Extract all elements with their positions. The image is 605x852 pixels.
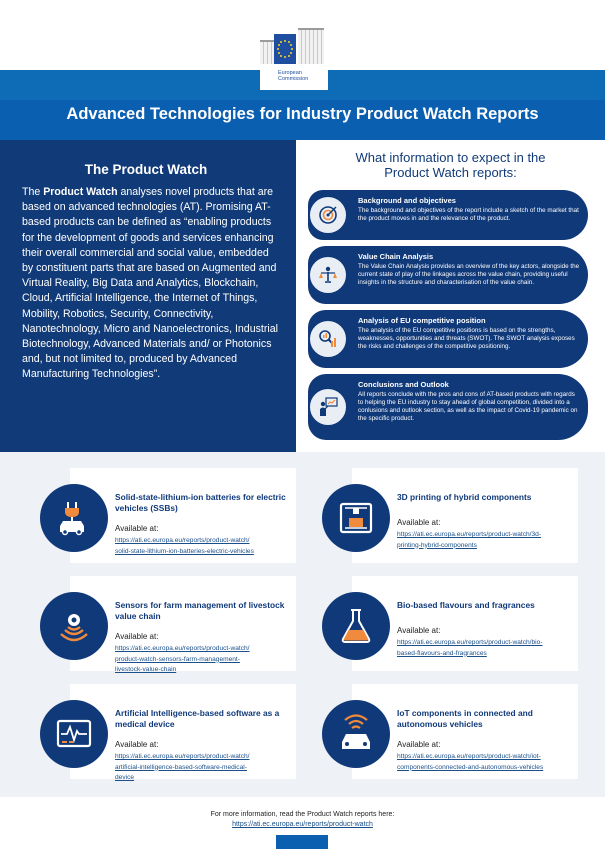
available-label: Available at: [115, 632, 159, 641]
intro-text-rest: analyses novel products that are based on advanced technologies (AT). Promising AT-based products can be defined as “enabling products for the development of goods and services enhancing their overall commercial and social value, embedded by constituent parts that are based on Augmented and Virtual Reality, Big Data and Analytics, Blockchain, Cloud, Artificial Intelligence, the Internet of Things, Mobility, Robotics, Security, Connectivity, Nanotechnology, Micro and Nanoelectronics, Industrial Biotechnology, Advanced Materials and/ or Photonics and, but not limited to, produced by Advanced Manufacturing Technologies”. [22, 186, 278, 381]
intro-text-bold: Product Watch [43, 186, 118, 198]
expect-card-background [308, 190, 588, 240]
report-link-line[interactable]: solid-state-lithium-ion-batteries-electric-vehicles [115, 547, 254, 555]
report-title: Sensors for farm management of livestock value chain [115, 600, 285, 621]
expect-card-title: Conclusions and Outlook [358, 380, 449, 389]
presenter-icon [308, 387, 348, 427]
target-icon [308, 195, 348, 235]
report-link-line[interactable]: based-flavours-and-fragrances [397, 649, 487, 657]
available-label: Available at: [397, 518, 441, 527]
expect-card-title: Background and objectives [358, 196, 456, 205]
expect-heading-line2: Product Watch reports: [384, 165, 517, 180]
report-title: IoT components in connected and autonomous vehicles [397, 708, 533, 729]
report-link[interactable] [397, 752, 579, 773]
report-link-line[interactable]: https://ati.ec.europa.eu/reports/product-watch/bio- [397, 639, 543, 646]
magnifier-chart-icon [308, 319, 348, 359]
logo-building-left [260, 40, 274, 64]
report-link[interactable] [115, 644, 297, 676]
report-link-line[interactable]: https://ati.ec.europa.eu/reports/product-watch/ [115, 537, 250, 544]
report-link[interactable] [397, 638, 579, 659]
report-title: Solid-state-lithium-ion batteries for electric vehicles (SSBs) [115, 492, 286, 513]
intro-text-lead: The [22, 186, 44, 198]
expect-heading [296, 150, 605, 180]
report-title: Bio-based flavours and fragrances [397, 600, 535, 610]
report-link-line[interactable]: artificial-intelligence-based-software-medical- [115, 763, 247, 771]
report-link-line[interactable]: livestock-value-chain [115, 666, 177, 673]
intro-text [22, 185, 280, 383]
connected-car-icon [322, 700, 390, 768]
report-link-line[interactable]: https://ati.ec.europa.eu/reports/product-watch/iot- [397, 753, 541, 760]
report-tile-sensors [18, 570, 301, 673]
page-title: Advanced Technologies for Industry Product Watch Reports [0, 100, 605, 140]
available-label: Available at: [397, 740, 441, 749]
footer-text: For more information, read the Product Watch reports here: [210, 811, 395, 818]
expect-card-text: All reports conclude with the pros and cons of AT-based products with regards to helping the EU industry to stay ahead of global competition, divided into a conlusions and outlook section, as well as the impact of Covid-19 pandemic on the specific product. [358, 391, 578, 422]
report-link-line[interactable]: components-connected-and-autonomous-vehicles [397, 763, 544, 771]
report-tile-iot-vehicles [300, 678, 583, 773]
report-tile-bio-flavours [300, 570, 583, 665]
reports-grid [0, 452, 605, 797]
expect-card-value-chain [308, 246, 588, 304]
logo-text [278, 70, 308, 82]
logo-text-line2: Commission [278, 76, 309, 82]
report-link-line[interactable]: https://ati.ec.europa.eu/reports/product-watch/ [115, 645, 250, 652]
available-label: Available at: [115, 740, 159, 749]
european-commission-logo [260, 22, 328, 90]
wireless-sensor-icon [40, 592, 108, 660]
footer-bar [276, 835, 328, 849]
report-tile-3d-printing [300, 462, 583, 557]
expect-card-text: The background and objectives of the report include a sketch of the market that the product moves in and the relevance of the product. [358, 207, 579, 222]
report-link-line[interactable]: https://ati.ec.europa.eu/reports/product-watch/3d- [397, 531, 542, 538]
available-label: Available at: [115, 524, 159, 533]
report-link-line[interactable]: https://ati.ec.europa.eu/reports/product-watch/ [115, 753, 250, 760]
report-tile-ssb [18, 462, 301, 557]
footer-link[interactable]: https://ati.ec.europa.eu/reports/product-watch [232, 821, 373, 828]
expect-card-title: Analysis of EU competitive position [358, 316, 486, 325]
expect-heading-line1: What information to expect in the [355, 150, 546, 165]
report-link-line[interactable]: printing-hybrid-components [397, 541, 477, 549]
eu-flag-icon [274, 34, 296, 64]
report-link-line[interactable]: product-watch-sensors-farm-management- [115, 655, 240, 663]
balance-person-icon [308, 255, 348, 295]
expect-card-title: Value Chain Analysis [358, 252, 434, 261]
logo-text-line1: European [278, 70, 302, 76]
available-label: Available at: [397, 626, 441, 635]
3d-printer-icon [322, 484, 390, 552]
expect-card-eu-position [308, 310, 588, 368]
expect-card-conclusions [308, 374, 588, 440]
report-title: Artificial Intelligence-based software as a medical device [115, 708, 280, 729]
expect-panel [296, 140, 605, 452]
medical-monitor-icon [40, 700, 108, 768]
expect-card-text: The Value Chain Analysis provides an overview of the key actors, alongside the current state of play of the linkages across the value chain, providing useful insights in the structure and characterisation of the value chain. [358, 263, 580, 286]
report-link-line[interactable]: device [115, 774, 135, 781]
expect-card-text: The analysis of the EU competitive positions is based on the strengths, weaknesses, opportunities and threats (SWOT). The SWOT analysis exposes the risks and challenges of the competitive positioning. [358, 327, 575, 350]
electric-car-plug-icon [40, 484, 108, 552]
intro-panel [0, 140, 296, 452]
intro-heading: The Product Watch [84, 162, 208, 177]
report-link[interactable] [115, 752, 297, 784]
report-link[interactable] [115, 536, 297, 557]
report-link[interactable] [397, 530, 579, 551]
footer [0, 797, 605, 852]
flask-icon [322, 592, 390, 660]
report-tile-ai-medical [18, 678, 301, 781]
report-title: 3D printing of hybrid components [397, 492, 532, 502]
logo-building [298, 28, 324, 64]
